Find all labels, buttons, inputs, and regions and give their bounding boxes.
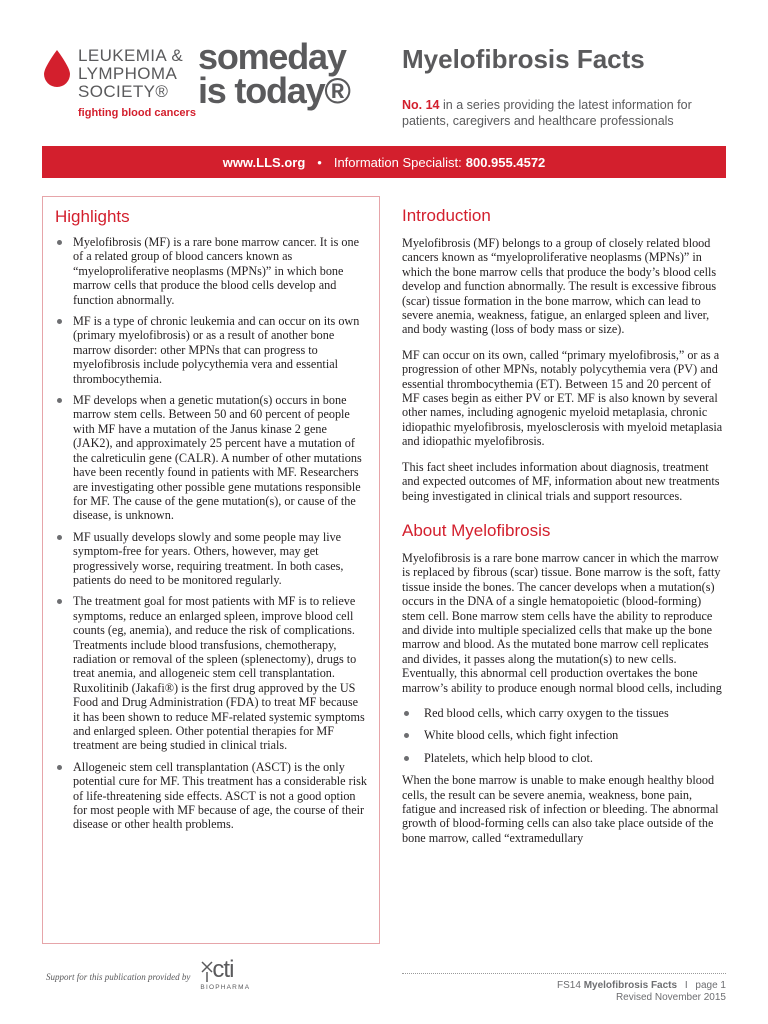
introduction-heading: Introduction	[402, 206, 491, 225]
page-title: Myelofibrosis Facts	[402, 44, 645, 74]
blood-cell-list	[402, 706, 726, 765]
about-heading: About Myelofibrosis	[402, 520, 551, 540]
main-column	[402, 206, 726, 856]
series-note: No. 14 in a series providing the latest information for patients, caregivers and healthcare professionals	[402, 98, 692, 128]
blood-cell-item: Platelets, which help blood to clot.	[402, 751, 726, 765]
highlight-item: MF is a type of chronic leukemia and can occur on its own (primary myelofibrosis) or as a result of another bone marrow disorder: other MPNs that can progress to myelofibrosis include polycythemia vera and essential thrombocythemia.	[55, 314, 367, 386]
sponsor-logo	[200, 956, 252, 994]
intro-paragraph: Myelofibrosis (MF) belongs to a group of closely related blood cancers known as “myeloproliferative neoplasms (MPNs)” in which the bone marrow cells that produce the body’s blood cells develop and function abnormally. The result is excessive fibrous (scar) tissue formation in the bone marrow, which can lead to severe anemia, weakness, fatigue, an enlarged spleen and liver, and body wasting (loss of body mass or size).	[402, 236, 717, 337]
info-label: Information Specialist:	[333, 154, 462, 170]
website-link[interactable]: www.LLS.org	[222, 154, 306, 170]
support-credit	[46, 956, 252, 994]
about-paragraph: Myelofibrosis is a rare bone marrow cancer in which the marrow is replaced by fibrous (scar) tissue. Bone marrow is the soft, fatty tissue inside the bones. The cancer develops when a mutation(s) occurs in the DNA of a single hematopoietic (blood-forming) stem cell. Bone marrow stem cells have the ability to reproduce and divide into multiple specialized cells that make up the bone marrow and blood. As the mutated bone marrow cell replicates and divides, it passes along the mutation(s) to new cells. Eventually, this abnormal cell production overtakes the bone marrow’s ability to produce enough normal blood cells, including	[402, 550, 722, 695]
banner-separator: •	[317, 154, 322, 170]
highlight-item: The treatment goal for most patients with MF is to relieve symptoms, reduce an enlarged spleen, improve blood cell counts (eg, anemia), and reduce the risk of complications. Treatments include blood transfusions, chemotherapy, radiation or removal of the spleen (splenectomy), drugs to treat anemia, and allogeneic stem cell transplantation. Ruxolitinib (Jakafi®) is the first drug approved by the US Food and Drug Administration (FDA) to treat MF because it has been shown to reduce MF-related systemic symptoms and enlarged spleen. Other potential therapies for MF treatment are being studied in clinical trials.	[55, 594, 367, 752]
page-number: page 1	[695, 980, 726, 991]
highlights-list	[55, 235, 367, 832]
title-block	[402, 44, 742, 129]
highlight-item: Myelofibrosis (MF) is a rare bone marrow cancer. It is one of a related group of blood cancers known as “myeloproliferative neoplasms (MPNs)” in which bone marrow cells that produce the blood cells develop and function abnormally.	[55, 235, 367, 307]
phone-number[interactable]: 800.955.4572	[465, 154, 546, 170]
revision-date: Revised November 2015	[615, 992, 726, 1003]
highlight-item: MF develops when a genetic mutation(s) occurs in bone marrow stem cells. Between 50 and 60 percent of people with MF have a mutation of the Janus kinase 2 gene (JAK2), and approximately 25 percent have a mutation of the calreticulin gene (CALR). A number of other mutations have been recently found in patients with MF. Researchers are investigating other possible gene mutations responsible for MF. The cause of the gene mutation(s), or cause of the disease, is unknown.	[55, 393, 367, 523]
lls-logo	[42, 36, 352, 124]
blood-drop-icon	[42, 49, 72, 87]
support-text: Support for this publication provided by	[46, 972, 191, 982]
blood-cell-item: White blood cells, which fight infection	[402, 728, 726, 742]
contact-banner	[42, 146, 726, 178]
footer-line	[557, 980, 726, 992]
sponsor-subtitle: BIOPHARMA	[200, 984, 251, 991]
footer-divider	[402, 973, 726, 975]
org-tagline: fighting blood cancers	[78, 107, 196, 119]
fact-code: FS14	[557, 980, 581, 991]
highlights-box	[42, 196, 380, 944]
footer-separator: I	[684, 980, 688, 991]
blood-cell-item: Red blood cells, which carry oxygen to the tissues	[402, 706, 726, 720]
campaign-logo: someday is today®	[198, 36, 350, 111]
fact-title: Myelofibrosis Facts	[583, 980, 678, 991]
sponsor-name: cti	[212, 956, 234, 983]
highlights-heading: Highlights	[55, 207, 130, 226]
intro-paragraph: MF can occur on its own, called “primary myelofibrosis,” or as a progression of other MPNs, notably polycythemia vera (PV) and essential thrombocythemia (ET). Between 15 and 20 percent of MF cases begin as either PV or ET. MF is also known by several other names, including agnogenic myeloid metaplasia, chronic idiopathic myelofibrosis, myelosclerosis with myeloid metaplasia and idiopathic myelofibrosis.	[402, 347, 723, 449]
intro-paragraph: This fact sheet includes information about diagnosis, treatment and expected outcomes of MF, information about new treatments being investigated in clinical trials and support resources.	[402, 459, 720, 503]
org-name: LEUKEMIA & LYMPHOMA SOCIETY®	[78, 46, 184, 101]
highlight-item: MF usually develops slowly and some people may live symptom-free for years. Others, however, may get progressively worse, requiring treatment. In both cases, patients do need to be monitored regularly.	[55, 530, 367, 588]
highlight-item: Allogeneic stem cell transplantation (ASCT) is the only potential cure for MF. This treatment has a considerable risk of life-threatening side effects. ASCT is not a good option for most people with MF because of age, the course of their disease or other health problems.	[55, 760, 367, 832]
about-closing: When the bone marrow is unable to make enough healthy blood cells, the result can be severe anemia, weakness, bone pain, fatigue and increased risk of infection or bleeding. The abnormal growth of blood-forming cells can also take place outside of the bone marrow, called “extramedullary	[402, 773, 719, 845]
page-footer	[557, 980, 726, 1004]
